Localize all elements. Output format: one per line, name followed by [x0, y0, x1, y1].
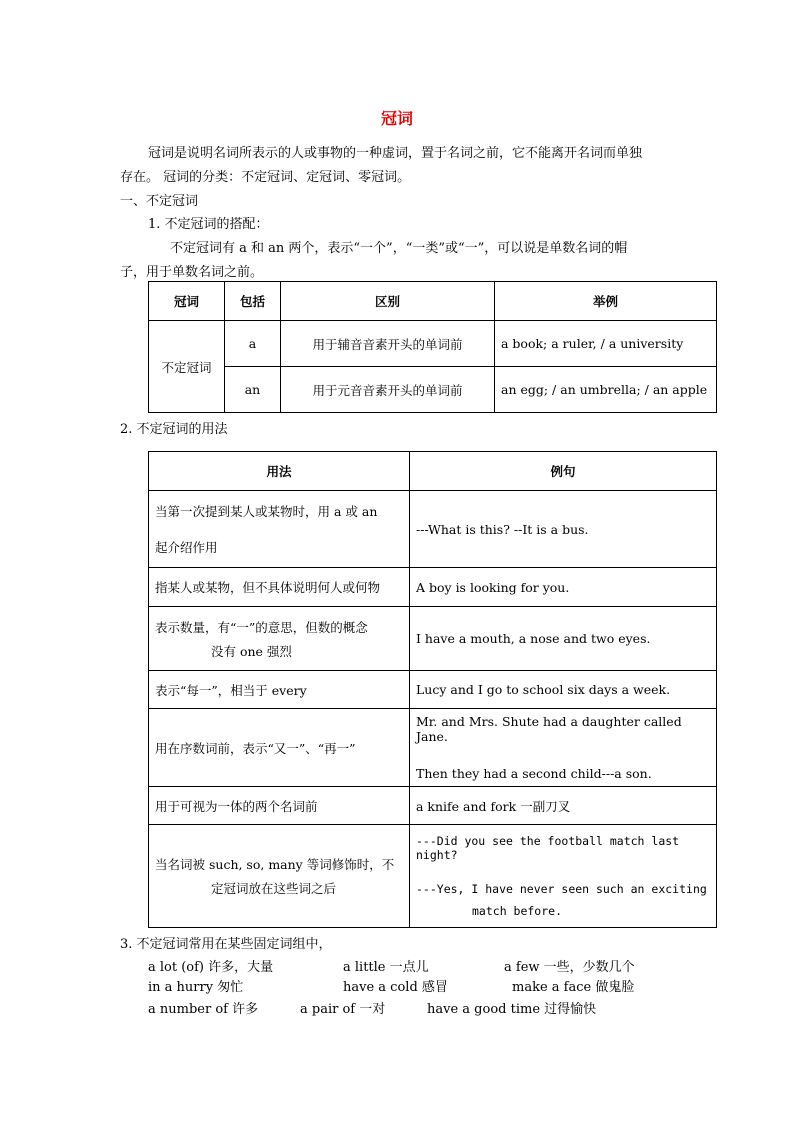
phrase-item: a little 一点儿 [343, 960, 429, 975]
table-header: 冠词 [149, 282, 225, 321]
phrase-item: a lot (of) 许多，大量 [148, 960, 274, 975]
example-line: A boy is looking for you. [416, 579, 570, 595]
usage-line: 用在序数词前，表示“又一”、“再一” [155, 740, 356, 756]
table-cell-article: an [225, 367, 281, 413]
phrase-item: make a face 做鬼脸 [512, 980, 635, 995]
usage-table [148, 451, 717, 928]
example-line: ---Yes, I have never seen such an exciting [416, 882, 707, 896]
phrase-item: have a good time 过得愉快 [427, 1002, 597, 1017]
usage-cell [149, 787, 410, 825]
usage-cell [149, 568, 410, 607]
example-line: a knife and fork 一副刀叉 [416, 798, 571, 814]
table-header: 举例 [495, 282, 717, 321]
collocation-text-line-2: 子，用于单数名词之前。 [120, 265, 264, 280]
example-cell [410, 568, 717, 607]
usage-line: 表示数量，有“一”的意思，但数的概念 [155, 619, 368, 635]
table-header: 例句 [410, 452, 717, 491]
table-cell-example: an egg; / an umbrella; / an apple [495, 367, 717, 413]
example-line: Then they had a second child---a son. [416, 766, 652, 781]
usage-cell [149, 607, 410, 671]
usage-line: 指某人或某物，但不具体说明何人或何物 [155, 580, 381, 595]
usage-line: 定冠词放在这些词之后 [211, 881, 337, 896]
phrase-item: a few 一些，少数几个 [504, 960, 635, 975]
phrase-item: have a cold 感冒 [343, 980, 448, 995]
usage-line: 表示“每一”，相当于 every [155, 682, 307, 698]
example-cell [410, 787, 717, 825]
usage-line: 当名词被 such, so, many 等词修饰时，不 [155, 857, 395, 872]
phrase-item: a number of 许多 [148, 1002, 259, 1017]
table-header: 包括 [225, 282, 281, 321]
collocation-text-line-1: 不定冠词有 a 和 an 两个，表示“一个”，“一类”或“一”，可以说是单数名词的帽 [170, 241, 628, 256]
phrase-item: a pair of 一对 [300, 1002, 386, 1017]
table-cell-example: a book; a ruler, / a university [495, 321, 717, 367]
usage-cell [149, 491, 410, 568]
table-cell-rule: 用于元音音素开头的单词前 [281, 367, 495, 413]
page-title: 冠词 [380, 109, 413, 128]
section-heading-indefinite: 一、不定冠词 [120, 194, 199, 209]
usage-line: 没有 one 强烈 [211, 643, 292, 659]
subheading-collocation: 1. 不定冠词的搭配： [148, 217, 269, 232]
example-cell [410, 491, 717, 568]
subheading-fixed-phrases: 3. 不定冠词常用在某些固定词组中， [120, 937, 332, 952]
example-line: ---What is this? --It is a bus. [416, 521, 589, 537]
subheading-usage: 2. 不定冠词的用法 [120, 422, 228, 437]
usage-cell [149, 709, 410, 787]
example-line: ---Did you see the football match last night? [416, 834, 680, 862]
example-line: Mr. and Mrs. Shute had a daughter called Jane. [416, 714, 682, 744]
example-cell [410, 709, 717, 787]
example-cell [410, 607, 717, 671]
usage-line: 用于可视为一体的两个名词前 [155, 798, 318, 814]
table-header: 区别 [281, 282, 495, 321]
usage-cell [149, 825, 410, 928]
table-cell-rule: 用于辅音音素开头的单词前 [281, 321, 495, 367]
table-group-label: 不定冠词 [149, 321, 225, 413]
example-cell [410, 825, 717, 928]
usage-cell [149, 671, 410, 709]
usage-line: 当第一次提到某人或某物时，用 a 或 an [155, 504, 378, 519]
article-table [148, 281, 717, 413]
intro-line-1: 冠词是说明名词所表示的人或事物的一种虚词，置于名词之前，它不能离开名词而单独 [148, 146, 643, 161]
example-line: match before. [472, 904, 563, 918]
usage-line: 起介绍作用 [155, 540, 218, 555]
example-line: I have a mouth, a nose and two eyes. [416, 631, 651, 646]
table-header: 用法 [149, 452, 410, 491]
table-cell-article: a [225, 321, 281, 367]
intro-line-2: 存在。 冠词的分类：不定冠词、定冠词、零冠词。 [120, 170, 411, 185]
example-cell [410, 671, 717, 709]
example-line: Lucy and I go to school six days a week. [416, 682, 671, 697]
phrase-item: in a hurry 匆忙 [148, 980, 244, 995]
